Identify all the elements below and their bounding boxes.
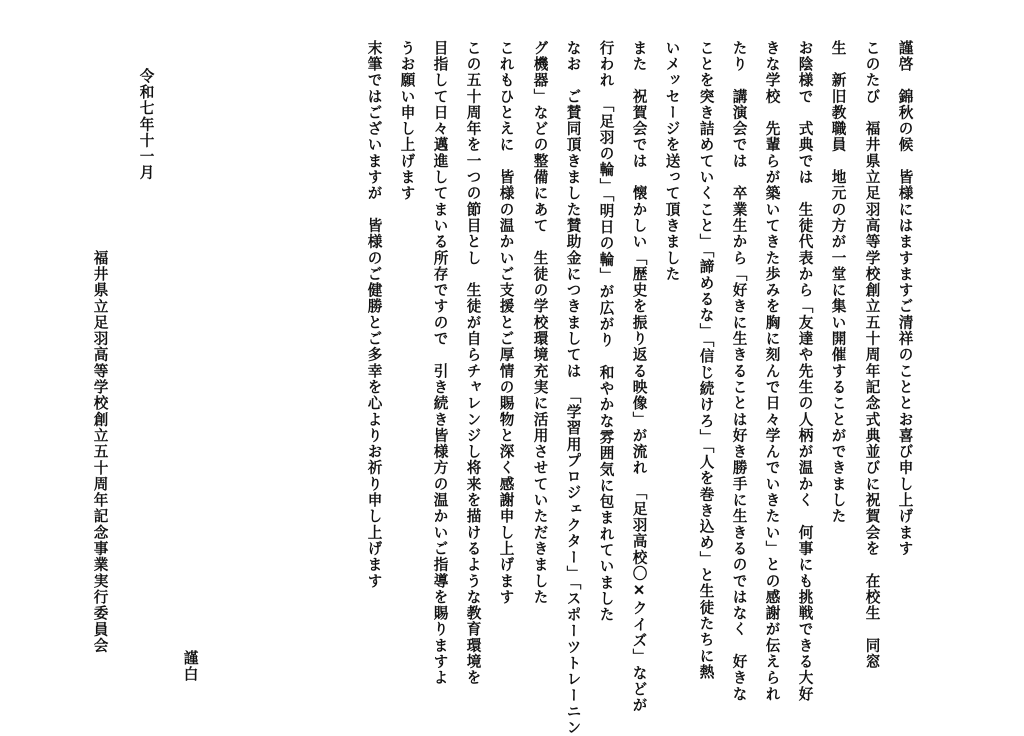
body-line-16: うお願い申し上げます [398,40,416,202]
body-line-11: なお ご賛同頂きました賛助金につきましては 「学習用プロジェクター」「スポーツトレーニン [564,40,582,736]
body-line-9: また 祝賀会では 懐かしい「歴史を振り返る映像」が流れ 「足羽高校〇✕クイズ」などが [630,40,648,714]
body-line-2: このたび 福井県立足羽高等学校創立五十周年記念式典並びに祝賀会を 在校生 同窓 [863,40,881,670]
body-line-3: 生 新旧教職員 地元の方が一堂に集い開催することができました [829,40,847,525]
body-line-8: いメッセージを送って頂きました [663,40,681,283]
body-line-1: 謹啓 錦秋の候 皆様にはますますご清祥のこととお喜び申し上げます [896,40,914,557]
body-line-14: この五十周年を一つの節目とし 生徒が自らチャレンジし将来を描けるような教育環境を [464,40,482,686]
body-line-10: 行われ 「足羽の輪」「明日の輪」が広がり 和やかな雰囲気に包まれていました [597,40,615,623]
issuer-name: 福井県立足羽高等学校創立五十周年記念事業実行委員会 [91,250,109,654]
letter-date: 令和七年十一月 [137,68,155,182]
closing-phrase: 謹白 [181,650,199,683]
body-line-13: これもひとえに 皆様の温かいご支援とご厚情の賜物と深く感謝申し上げます [497,40,515,606]
body-line-15: 目指して日々邁進してまいる所存ですので 引き続き皆様方の温かいご指導を賜りますよ [431,40,449,686]
body-line-12: グ機器」などの整備にあて 生徒の学校環境充実に活用させていただきました [531,40,549,606]
body-line-5: きな学校 先輩らが築いてきた歩みを胸に刻んで日々学んでいきたい」との感謝が伝えられ [763,40,781,703]
body-line-4: お陰様で 式典では 生徒代表から「友達や先生の人柄が温かく 何事にも挑戦できる大好 [796,40,814,703]
body-line-17: 末筆ではございますが 皆様のご健勝とご多幸を心よりお祈り申し上げます [365,40,383,590]
body-line-6: たり 講演会では 卒業生から「好きに生きることは好き勝手に生きるのではなく 好きな [730,40,748,703]
body-line-7: ことを突き詰めていくこと」「諦めるな」「信じ続けろ」「人を巻き込め」と生徒たちに熱 [697,40,715,681]
